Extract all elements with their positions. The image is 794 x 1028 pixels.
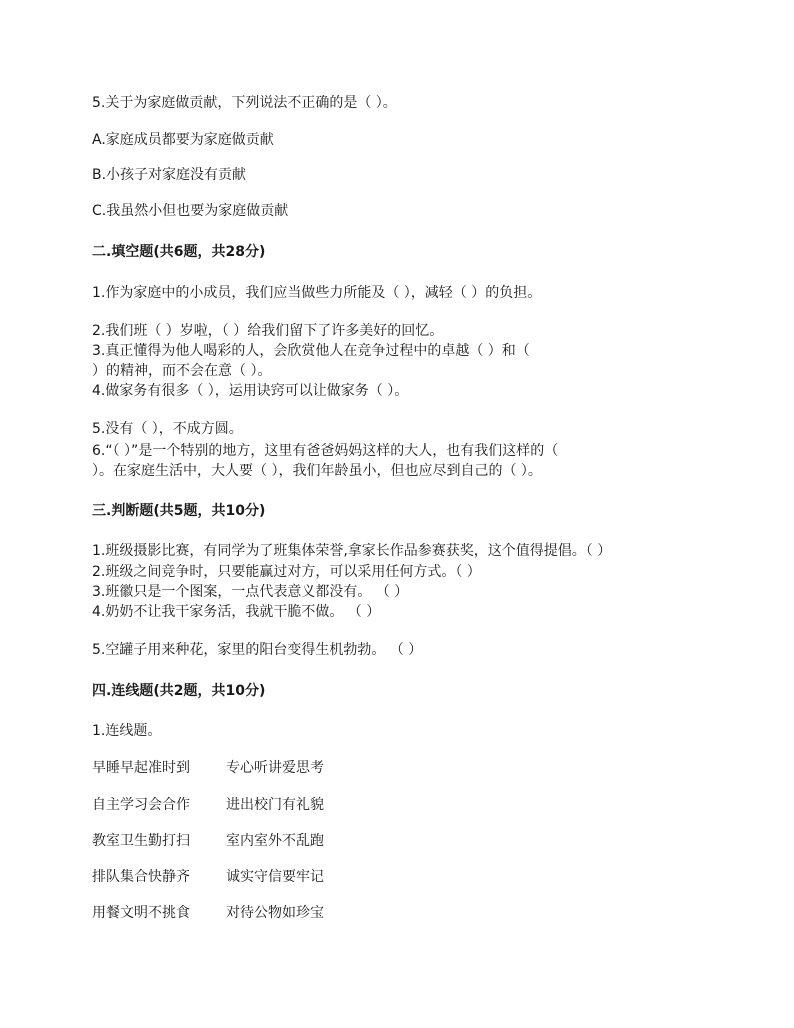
option-a: A.家庭成员都要为家庭做贡献 [92, 132, 274, 148]
fill-blank-1: 1.作为家庭中的小成员，我们应当做些力所能及（ ），减轻（ ）的负担。 [92, 285, 542, 301]
match-right-item: 专心听讲爱思考 [226, 760, 324, 776]
match-left-item: 排队集合快静齐 [92, 869, 190, 885]
section-4-heading: 四.连线题(共2题，共10分) [92, 683, 266, 699]
match-row [92, 904, 324, 922]
fill-blank-6-cont: ）。在家庭生活中，大人要（ ），我们年龄虽小，但也应尽到自己的（ ）。 [92, 463, 542, 479]
section-2-heading: 二.填空题(共6题，共28分) [92, 244, 266, 260]
judge-4: 4.奶奶不让我干家务活，我就干脆不做。 （ ） [92, 604, 381, 620]
judge-2: 2.班级之间竞争时，只要能赢过对方，可以采用任何方式。（ ） [92, 564, 481, 580]
match-left-item: 用餐文明不挑食 [92, 905, 190, 921]
fill-blank-3: 3.真正懂得为他人喝彩的人，会欣赏他人在竞争过程中的卓越（ ）和（ [92, 343, 530, 359]
match-right-item: 室内室外不乱跑 [226, 833, 324, 849]
match-right-item: 进出校门有礼貌 [226, 797, 324, 813]
question-5-text: 5.关于为家庭做贡献，下列说法不正确的是（ ）。 [92, 95, 397, 111]
section-3-heading: 三.判断题(共5题，共10分) [92, 503, 266, 519]
match-right-item: 诚实守信要牢记 [226, 869, 324, 885]
fill-blank-4: 4.做家务有很多（ ），运用诀窍可以让做家务（ ）。 [92, 383, 409, 399]
match-left-item: 自主学习会合作 [92, 797, 190, 813]
match-right-item: 对待公物如珍宝 [226, 905, 324, 921]
match-row [92, 868, 324, 886]
fill-blank-3-cont: ）的精神，而不会在意（ ）。 [92, 363, 272, 379]
option-b: B.小孩子对家庭没有贡献 [92, 167, 247, 183]
fill-blank-5: 5.没有（ ），不成方圆。 [92, 421, 243, 437]
match-row [92, 796, 324, 814]
match-left-item: 早睡早起准时到 [92, 760, 190, 776]
match-row [92, 832, 324, 850]
judge-1: 1.班级摄影比赛，有同学为了班集体荣誉,拿家长作品参赛获奖，这个值得提倡。（ ） [92, 543, 612, 559]
judge-3: 3.班徽只是一个图案，一点代表意义都没有。 （ ） [92, 584, 409, 600]
match-left-item: 教室卫生勤打扫 [92, 833, 190, 849]
option-c: C.我虽然小但也要为家庭做贡献 [92, 203, 289, 219]
match-row [92, 759, 324, 777]
fill-blank-6: 6.“（ ）”是一个特别的地方，这里有爸爸妈妈这样的大人，也有我们这样的（ [92, 443, 559, 459]
judge-5: 5.空罐子用来种花，家里的阳台变得生机勃勃。 （ ） [92, 642, 423, 658]
fill-blank-2: 2.我们班（ ）岁啦，（ ）给我们留下了许多美好的回忆。 [92, 323, 444, 339]
matching-question: 1.连线题。 [92, 723, 162, 739]
